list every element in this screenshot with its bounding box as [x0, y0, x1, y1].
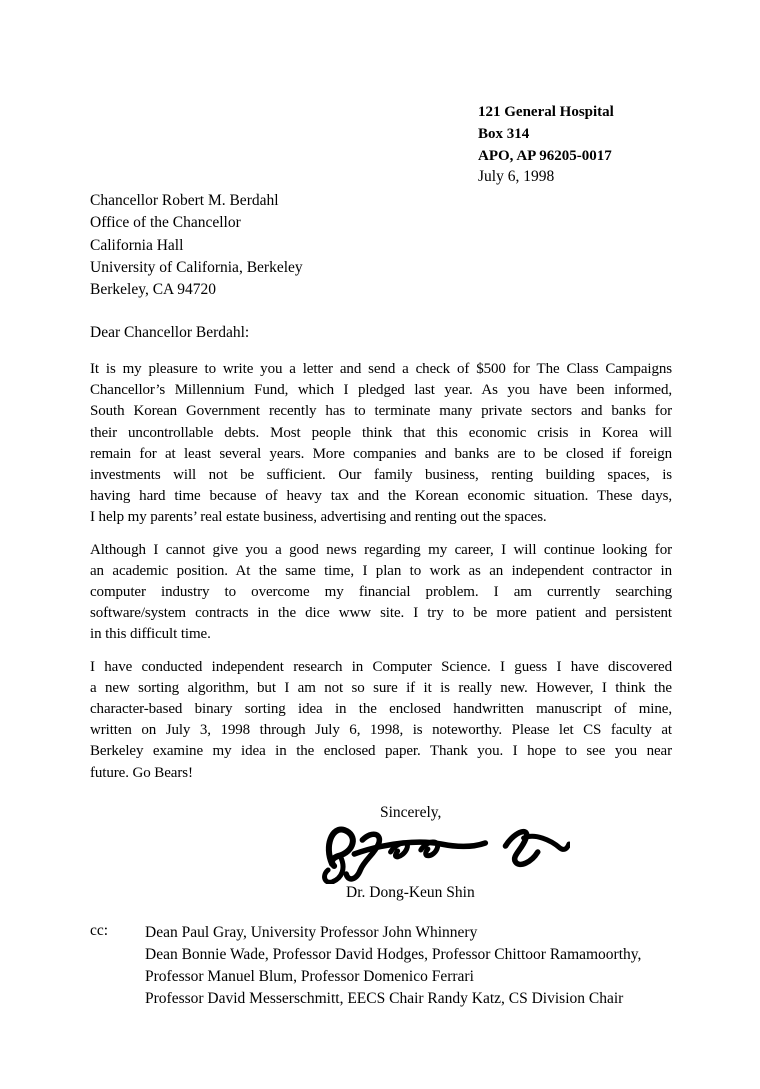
signature-image [318, 818, 570, 884]
sender-address-line: 121 General Hospital [478, 104, 614, 120]
sender-address-line: Box 314 [478, 126, 530, 142]
letter-line: It is my pleasure to write you a letter and send a check of $500 for The Class Campaigns [90, 361, 672, 377]
cc-label: cc: [90, 922, 109, 939]
recipient-address-line: Chancellor Robert M. Berdahl [90, 192, 279, 209]
sender-address [478, 101, 614, 167]
letter-line: character-based binary sorting idea in the enclosed handwritten manuscript of mine, [90, 701, 672, 718]
paragraph-2 [90, 540, 672, 646]
cc-name-line: Dean Bonnie Wade, Professor David Hodges, Professor Chittoor Ramamoorthy, [145, 946, 642, 963]
letter-line: Although I cannot give you a good news regarding my career, I will continue looking for [90, 541, 672, 558]
salutation: Dear Chancellor Berdahl: [90, 324, 250, 341]
letter-line: in this difficult time. [90, 626, 211, 643]
letter-line: I help my parents’ real estate business, advertising and renting out the spaces. [90, 509, 547, 526]
letter-line: having hard time because of heavy tax and the Korean economic situation. These days, [90, 488, 672, 505]
letter-line: future. Go Bears! [90, 764, 193, 781]
closing: Sincerely, [380, 804, 442, 821]
letter-line: investments will not be sufficient. Our family business, renting building spaces, is [90, 467, 672, 484]
cc-name-line: Professor David Messerschmitt, EECS Chair Randy Katz, CS Division Chair [145, 990, 624, 1007]
letter-line: Chancellor’s Millennium Fund, which I pledged last year. As you have been informed, [90, 382, 672, 399]
cc-block [90, 922, 641, 1010]
letter-line: their uncontrollable debts. Most people think that this economic crisis in Korea will [90, 424, 672, 441]
letter-line: a new sorting algorithm, but I am not so sure if it is really new. However, I think the [90, 679, 672, 696]
letter-date: July 6, 1998 [478, 168, 555, 185]
paragraph-3 [90, 657, 672, 784]
recipient-address-line: Berkeley, CA 94720 [90, 281, 216, 299]
recipient-address [90, 190, 303, 301]
letter-line: remain for at least several years. More companies and banks are to be closed if foreign [90, 445, 672, 462]
letter-line: South Korean Government recently has to terminate many private sectors and banks for [90, 403, 672, 420]
sender-address-line: APO, AP 96205-0017 [478, 148, 612, 164]
letter-line: computer industry to overcome my financial problem. I am currently searching [90, 584, 672, 601]
cc-name-line: Dean Paul Gray, University Professor John Whinnery [145, 924, 478, 941]
letter-line: Berkeley examine my idea in the enclosed paper. Thank you. I hope to see you near [90, 743, 672, 760]
paragraph-1 [90, 359, 672, 529]
recipient-address-line: Office of the Chancellor [90, 214, 241, 232]
letter-line: software/system contracts in the dice www site. I try to be more patient and persistent [90, 605, 672, 622]
signer-name: Dr. Dong-Keun Shin [346, 884, 475, 901]
letter-line: written on July 3, 1998 through July 6, 1998, is noteworthy. Please let CS faculty at [90, 722, 672, 739]
letter-line: I have conducted independent research in Computer Science. I guess I have discovered [90, 658, 672, 675]
letter-line: an academic position. At the same time, I plan to work as an independent contractor in [90, 562, 672, 579]
cc-names [145, 922, 641, 1010]
recipient-address-line: University of California, Berkeley [90, 258, 303, 276]
cc-name-line: Professor Manuel Blum, Professor Domenico Ferrari [145, 968, 474, 985]
recipient-address-line: California Hall [90, 236, 184, 254]
letter-body [90, 359, 672, 784]
